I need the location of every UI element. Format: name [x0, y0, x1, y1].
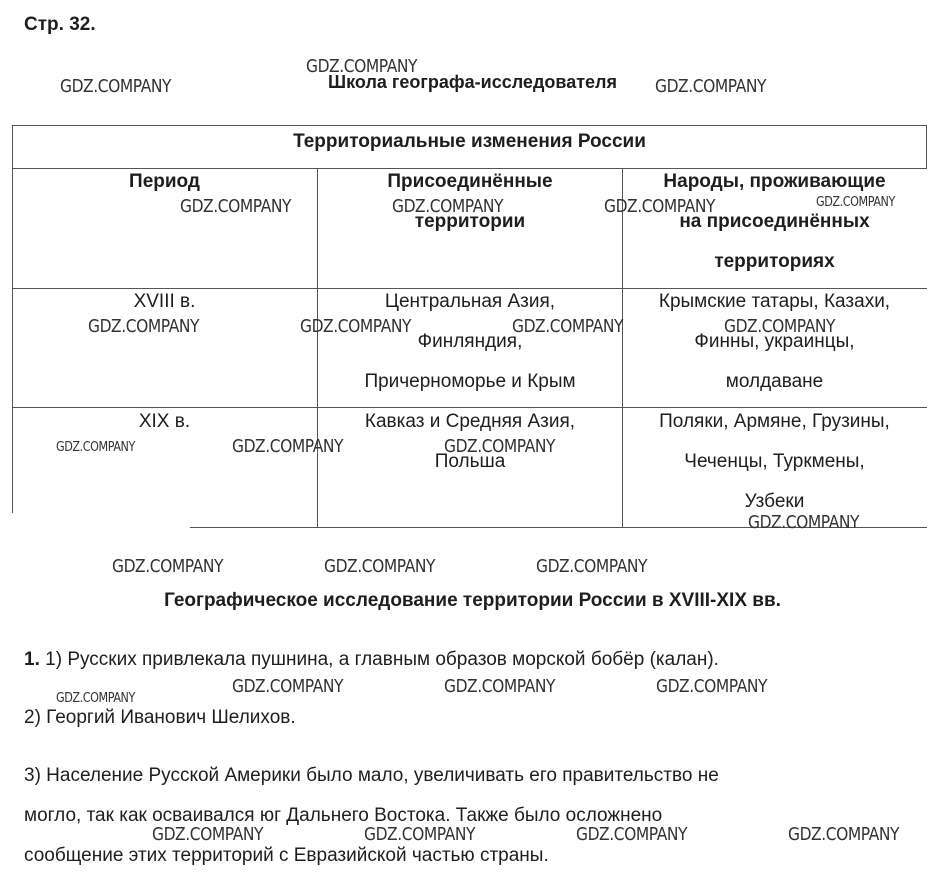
table-title: Территориальные изменения России [293, 131, 646, 152]
section-title: Географическое исследование территории России в XVIII-XIX вв. [164, 590, 781, 611]
row-1-peoples: Крымские татары, Казахи, Финны, украинцы, молдаване [658, 291, 891, 392]
answer-2: 2) Георгий Иванович Шелихов. [24, 707, 296, 728]
watermark: GDZ.COMPANY [788, 824, 900, 845]
row-1-territories: Центральная Азия, Финляндия, Причерноморье и Крым [364, 291, 576, 392]
answer-3: 3) Население Русской Америки было мало, увеличивать его правительство не могло, так как осваивался юг Дальнего Востока. Также было осложнено сообщение этих территорий с Евразийской частью страны. [24, 765, 719, 866]
watermark: GDZ.COMPANY [112, 556, 224, 577]
row-1-period: XVIII в. [133, 291, 196, 312]
watermark: GDZ.COMPANY [306, 56, 418, 77]
watermark: GDZ.COMPANY [655, 76, 767, 97]
watermark: GDZ.COMPANY [724, 316, 836, 337]
question-number: 1. [24, 649, 40, 670]
watermark: GDZ.COMPANY [392, 196, 504, 217]
watermark: GDZ.COMPANY [444, 436, 556, 457]
watermark: GDZ.COMPANY [604, 196, 716, 217]
header-period: Период [129, 171, 200, 192]
watermark: GDZ.COMPANY [364, 824, 476, 845]
watermark: GDZ.COMPANY [56, 440, 135, 455]
row-2-territories: Кавказ и Средняя Азия, Польша [364, 411, 576, 472]
header-peoples: Народы, проживающие на присоединённых территориях [663, 171, 886, 272]
answer-1 [24, 640, 924, 680]
answer-1-text: 1) Русских привлекала пушнина, а главным образов морской бобёр (калан). [45, 649, 719, 670]
school-title: Школа географа-исследователя [328, 72, 617, 92]
watermark: GDZ.COMPANY [232, 676, 344, 697]
page-label: Стр. 32. [24, 14, 96, 35]
watermark: GDZ.COMPANY [152, 824, 264, 845]
watermark: GDZ.COMPANY [60, 76, 172, 97]
watermark: GDZ.COMPANY [444, 676, 556, 697]
watermark: GDZ.COMPANY [512, 316, 624, 337]
watermark: GDZ.COMPANY [324, 556, 436, 577]
row-2-period: XIX в. [138, 411, 191, 432]
watermark: GDZ.COMPANY [88, 316, 200, 337]
watermark: GDZ.COMPANY [232, 436, 344, 457]
watermark: GDZ.COMPANY [180, 196, 292, 217]
watermark: GDZ.COMPANY [536, 556, 648, 577]
watermark: GDZ.COMPANY [300, 316, 412, 337]
watermark: GDZ.COMPANY [656, 676, 768, 697]
watermark: GDZ.COMPANY [816, 195, 895, 210]
watermark: GDZ.COMPANY [576, 824, 688, 845]
watermark: GDZ.COMPANY [748, 512, 860, 533]
header-territories: Присоединённые территории [387, 171, 553, 232]
row-2-peoples: Поляки, Армяне, Грузины, Чеченцы, Туркмены, Узбеки [659, 411, 890, 512]
watermark: GDZ.COMPANY [56, 691, 135, 706]
